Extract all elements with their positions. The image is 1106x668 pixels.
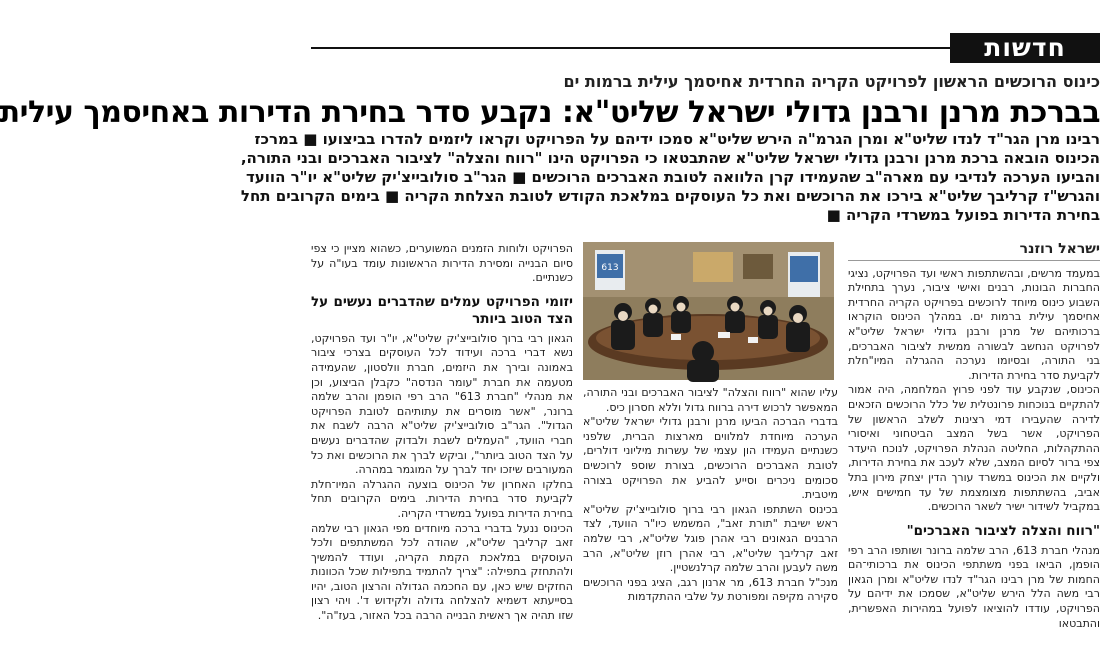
- paragraph: הפרויקט ולוחות הזמנים המשוערים, כשהוא מציין כי צפי סיום הבנייה ומסירת הדירות הראשונות עומד בעו"ה על כשנתיים.: [311, 242, 573, 285]
- lead-line: בחירת הדירות בפועל במשרדי הקריה ■: [826, 206, 1100, 224]
- lead-line: והביעו הערכה לנדיבי עם מארה"ב שהעמידו קרן הלוואה לטובת האברכים הרוכשים ■ הגר"ב סולובייצ'יק שליט"א יו"ר הוועד: [245, 168, 1100, 186]
- article-lead: [240, 130, 1100, 225]
- article-column-right: [848, 242, 1100, 631]
- lead-line: הכינוס הובאה ברכת מרנן ורבנן גדולי ישראל שליט"א שהתבטאו כי הפרויקט הינו "רווח והצלה" לציבור האברכים ובני התורה,: [240, 149, 1100, 167]
- photo-banner-label: 613: [601, 263, 619, 273]
- paragraph: בכינוס השתתפו הגאון רבי ברוך סולובייצ'יק שליט"א ראש ישיבת "תורת זאב", המשמש כיו"ר הוועד, לצד הרבנים הגאונים רבי אהרן פוגל שליט"א, רבי שלמה זאב קרליבך שליט"א, רבי אהרן רוזן שליט"א, הרב משה לעבען והרב שלמה קרלנשטיין.: [583, 502, 838, 575]
- lead-line: רבינו מרן הגר"ד לנדו שליט"א ומרן הגרמ"ה הירש שליט"א סמכו ידיהם על הפרויקט וקראו ליזמים להדרו בביצועו ■ במרכז: [254, 130, 1100, 148]
- paragraph: עליו שהוא "רווח והצלה" לציבור האברכים ובני התורה, המאפשר לרכוש דירה ברווח גדול וללא חסרון כיס.: [583, 386, 838, 414]
- paragraph: הכינוס ננעל בדברי ברכה מיוחדים מפי הגאון רבי שלמה זאב קרליבך שליט"א, שהודה לכל המשתתפים ולכל העוסקים במלאכת הקמת הקריה, ועודד להמשיך ולהתחזק בתפילה: "צריך להתמיד בתפילות שכל הכוונות החזקים שיש כאן, עם החכמה הגדולה והרצון הטוב, יהיו בסייעתא דשמיא להצלחה גדולה ולקידוש ד'. ויהי רצון שזו תהיה אך ראשית הבנייה הרבה בכל האזור, בעז"ה".: [311, 521, 573, 623]
- paragraph: מנכ"ל חברת 613, מר ארנון רגב, הציג בפני הרוכשים סקירה מקיפה ומפורטת על שלבי ההתקדמות: [583, 575, 838, 604]
- paragraph: הגאון רבי ברוך סולובייצ'יק שליט"א, יו"ר ועד הפרויקט, נשא דברי ברכה ועידוד לכל העוסקים בצרכי ציבור באמונה ובירך את היזמים, חברת וולסטון, שהעמידה מטעמה את חברת "עומר הנדסה" כקבלן הביצוע, וכן את מנהלי "חברת 613" הרב רפי הופמן והרב שלמה ברונר, "אשר מוסרים את עתותיהם לטובת הפרויקט הגדול". הגר"ב סולובייצ'יק שליט"א הרבה לשבח את חברי הוועד, "העמלים לשבת ולבדוק שהדברים נעשים על הצד הטוב ביותר", וביקש לברך את הרוכשים ואת כל המעורבים שיזכו יחד לברך על המוגמר במהרה.: [311, 331, 574, 477]
- subheading: יזומי הפרויקט עמלים שהדברים נעשים על הצד הטוב ביותר: [311, 293, 573, 327]
- lead-line: והגרש"ז קרליבך שליט"א בירכו את הרוכשים ואת כל העוסקים במלאכת הקודש לטובת הצלחת הקריה ■ בימים הקרובים תחל: [240, 187, 1100, 205]
- article-kicker: כינוס הרוכשים הראשון לפרויקט הקריה החרדית אחיסמך עילית ברמות ים: [563, 72, 1100, 91]
- section-tag: חדשות: [950, 33, 1100, 63]
- meeting-photo: [583, 242, 834, 380]
- byline: ישראל רוזנר: [848, 242, 1100, 261]
- paragraph: במעמד מרשים, ובהשתתפות ראשי ועד הפרויקט, נציגי החברות הבונות, רבנים ואישי ציבור, נערך בתחילת השבוע כינוס מיוחד לרוכשים בפרויקט הקריה החרדית אחיסמך עילית ברמות ים. במהלך הכינוס הוקראו ברכותיהם של מרנן ורבנן גדולי ישראל שליט"א לפרויקט הנחשב לבשורה ממשית לציבור האברכים, בני התורה, ובסיומו נערכה ההגרלה המיו"חלת לקביעת סדר בחירת הדירות.: [848, 266, 1100, 382]
- subheading: "רווח והצלה לציבור האברכים": [906, 522, 1100, 539]
- paragraph: בדברי הברכה הביעו מרנן ורבנן גדולי ישראל שליט"א הערכה מיוחדת למלווים מארצות הברית, שלפני כשנתיים העמידו הון עצמי של עשרות מיליוני דולרים, לטובת האברכים הרוכשים, בצורת שוספ לרוכשים סכומים ניכרים וסייע להביע את הפרויקט בצורה מיטבית.: [583, 415, 838, 502]
- paragraph: בחלקו האחרון של הכינוס בוצעה ההגרלה המיו־חלת לקביעת סדר בחירת הדירות. בימים הקרובים תחל בחירת הדירות בפועל במשרדי הקריה.: [311, 477, 573, 520]
- section-rule: [311, 47, 950, 49]
- article-headline: בברכת מרנן ורבנן גדולי ישראל שליט"א: נקבע סדר בחירת הדירות באחיסמך עילית: [0, 95, 1100, 130]
- paragraph: הכינוס, שנקבע עוד לפני פרוץ המלחמה, היה אמור להתקיים בנוכחות פרונטלית של כלל הרוכשים הזכאים לדירה שהעבירו דמי רצינות לשלב הראשון של הפרויקט, אשר בשל המצב הביטחוני ואיסורי ההתקהלות, החליטה הנהלת הפרויקט, לנוכח היעדר צפי ברור לסיום המצב, שלא לעכב את בחירת הדירות, ולקיים את הכינוס במשרד עורך הדין יצחק מירון בתל אביב, בהשתתפות מצומצמת של עד חמישים איש, במקביל לשידור ישיר לשאר הרוכשים.: [848, 383, 1100, 514]
- paragraph: מנהלי חברת 613, הרב שלמה ברונר ושותפו הרב רפי הופמן, הביאו בפני משתתפי הכינוס את ברכותי־הם החמות של מרן רבינו הגר"ד לנדו שליט"א ומרן הגאון רבי משה הלל הירש שליט"א, שסמכו את ידיהם על הפרויקט, עודדו להוציאו לפועל במהירות האפשרית, והתבטאו: [848, 543, 1100, 630]
- article-column-middle: [583, 386, 838, 605]
- meeting-photo-illustration: [583, 242, 834, 380]
- article-column-left: [311, 242, 573, 624]
